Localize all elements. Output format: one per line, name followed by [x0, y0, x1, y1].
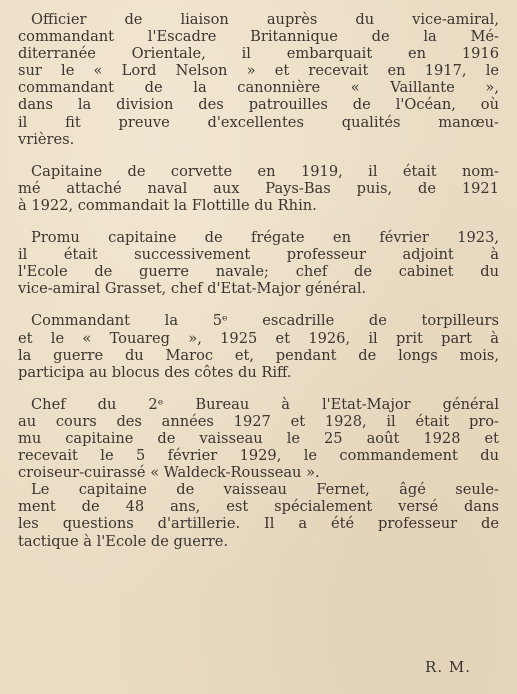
text-line: croiseur-cuirassé « Waldeck-Rousseau ».: [18, 464, 320, 482]
paragraph-fregate: [18, 229, 499, 297]
text-line: participa au blocus des côtes du Riff.: [18, 363, 292, 381]
text-line: à 1922, commandait la Flottille du Rhin.: [18, 196, 317, 214]
text-line: la guerre du Maroc et, pendant de longs mois,: [18, 346, 499, 364]
text-line: les questions d'artillerie. Il a été professeur de: [18, 515, 499, 533]
text-line: Chef du 2ᵉ Bureau à l'Etat-Major général: [31, 395, 499, 413]
text-line: Le capitaine de vaisseau Fernet, âgé seule-: [31, 481, 499, 499]
text-line: tactique à l'Ecole de guerre.: [18, 532, 229, 550]
text-line: ment de 48 ans, est spécialement versé dans: [18, 498, 499, 516]
text-line: l'Ecole de guerre navale; chef de cabinet du: [18, 263, 499, 281]
text-line: vice-amiral Grasset, chef d'Etat-Major général.: [18, 280, 367, 298]
text-line: mé attaché naval aux Pays-Bas puis, de 1921: [18, 179, 499, 197]
paragraph-bureau: [18, 396, 499, 481]
text-line: Capitaine de corvette en 1919, il était nom-: [31, 162, 499, 180]
paragraph-escadrille: [18, 312, 499, 380]
paragraph-fernet: [18, 481, 499, 549]
text-line: au cours des années 1927 et 1928, il était pro-: [18, 412, 499, 430]
text-line: vrières.: [18, 130, 75, 148]
text-line: mu capitaine de vaisseau le 25 août 1928 et: [18, 429, 499, 447]
paragraph-spacer: [18, 297, 499, 312]
text-line: commandant de la canonnière « Vaillante »,: [18, 79, 499, 97]
text-line: Officier de liaison auprès du vice-amiral,: [31, 11, 499, 28]
paragraph-spacer: [18, 214, 499, 229]
signature: R. M.: [425, 658, 471, 676]
text-line: recevait le 5 février 1929, le commandement du: [18, 447, 499, 465]
text-line: et le « Touareg », 1925 et 1926, il prit part à: [18, 329, 499, 347]
text-line: sur le « Lord Nelson » et recevait en 1917, le: [18, 62, 499, 80]
text-line: dans la division des patrouilles de l'Océan, où: [18, 96, 499, 114]
text-line: Promu capitaine de frégate en février 1923,: [31, 229, 499, 247]
paragraph-spacer: [18, 381, 499, 396]
text-line: Commandant la 5ᵉ escadrille de torpilleurs: [31, 312, 499, 330]
paragraph-corvette: [18, 163, 499, 214]
paragraph-liaison: [18, 11, 499, 148]
text-line: il était successivement professeur adjoint à: [18, 246, 499, 264]
paragraph-spacer: [18, 148, 499, 163]
text-line: diterranée Orientale, il embarquait en 1916: [18, 45, 499, 63]
text-line: il fit preuve d'excellentes qualités manœu-: [18, 113, 499, 131]
text-line: commandant l'Escadre Britannique de la Mé-: [18, 28, 499, 46]
